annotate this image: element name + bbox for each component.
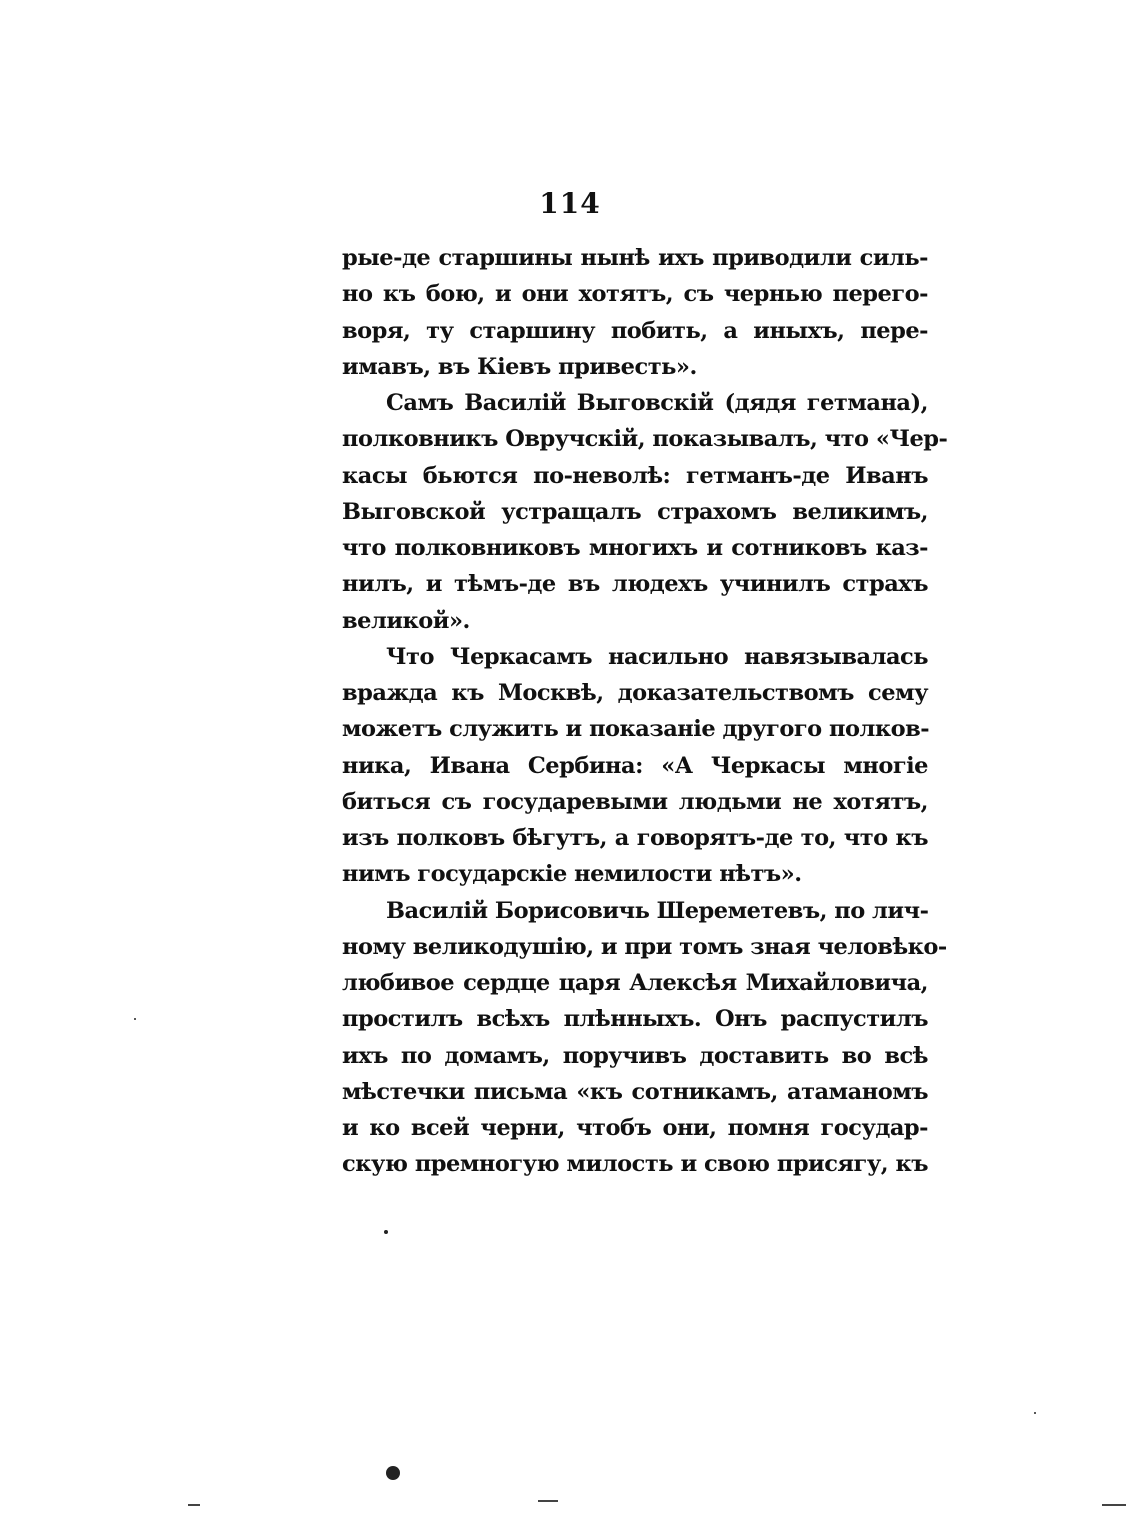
text-line: изъ полковъ бѣгутъ, а говорятъ-де то, что къ <box>342 825 928 851</box>
scan-speck <box>1034 1412 1036 1414</box>
text-line: ника, Ивана Сербина: «А Черкасы многіе <box>342 752 928 779</box>
paragraph-1 <box>342 240 928 385</box>
scan-dash <box>538 1500 558 1502</box>
text-line: ихъ по домамъ, поручивъ доставить во всѣ <box>342 1042 928 1069</box>
text-line: и ко всей черни, чтобъ они, помня государ- <box>342 1115 928 1141</box>
text-line: что полковниковъ многихъ и сотниковъ каз- <box>342 535 928 561</box>
text-line: вражда къ Москвѣ, доказательствомъ сему <box>342 680 928 706</box>
text-line: касы бьются по-неволѣ: гетманъ-де Иванъ <box>342 462 928 489</box>
scan-dash <box>188 1504 200 1506</box>
text-line: любивое сердце царя Алексѣя Михайловича, <box>342 970 928 996</box>
body-text <box>342 240 948 1183</box>
text-line: рые-де старшины нынѣ ихъ приводили силь- <box>342 245 928 271</box>
text-line: Что Черкасамъ насильно навязывалась <box>386 643 928 670</box>
text-line: ному великодушію, и при томъ зная человѣко- <box>342 933 947 960</box>
text-line: Василій Борисовичь Шереметевъ, по лич- <box>386 897 929 924</box>
text-line: нилъ, и тѣмъ-де въ людехъ учинилъ страхъ <box>342 571 928 598</box>
paragraph-2 <box>342 385 948 639</box>
text-line: нимъ государскіе немилости нѣтъ». <box>342 861 802 888</box>
text-line: мѣстечки письма «къ сотникамъ, атаманомъ <box>342 1078 928 1105</box>
text-line: Самъ Василій Выговскій (дядя гетмана), <box>386 390 928 416</box>
scan-dash <box>1102 1504 1126 1506</box>
text-line: но къ бою, и они хотятъ, съ чернью перего- <box>342 281 928 308</box>
text-line: Выговской устращалъ страхомъ великимъ, <box>342 498 928 525</box>
scan-speck <box>384 1230 388 1234</box>
text-line: можетъ служить и показаніе другого полков- <box>342 716 930 743</box>
scan-speck <box>386 1466 400 1480</box>
text-line: воря, ту старшину побить, а иныхъ, пере- <box>342 317 928 344</box>
text-line: простилъ всѣхъ плѣнныхъ. Онъ распустилъ <box>342 1006 928 1033</box>
paragraph-4 <box>342 893 947 1183</box>
text-line: полковникъ Овручскій, показывалъ, что «Чер- <box>342 426 948 453</box>
text-line: имавъ, въ Кіевъ привесть». <box>342 353 697 380</box>
scan-speck <box>134 1018 136 1020</box>
paragraph-3 <box>342 639 928 893</box>
text-line: скую премногую милость и свою присягу, къ <box>342 1151 928 1178</box>
text-line: великой». <box>342 607 470 634</box>
page-number: 114 <box>539 187 601 220</box>
text-line: биться съ государевыми людьми не хотятъ, <box>342 788 928 815</box>
